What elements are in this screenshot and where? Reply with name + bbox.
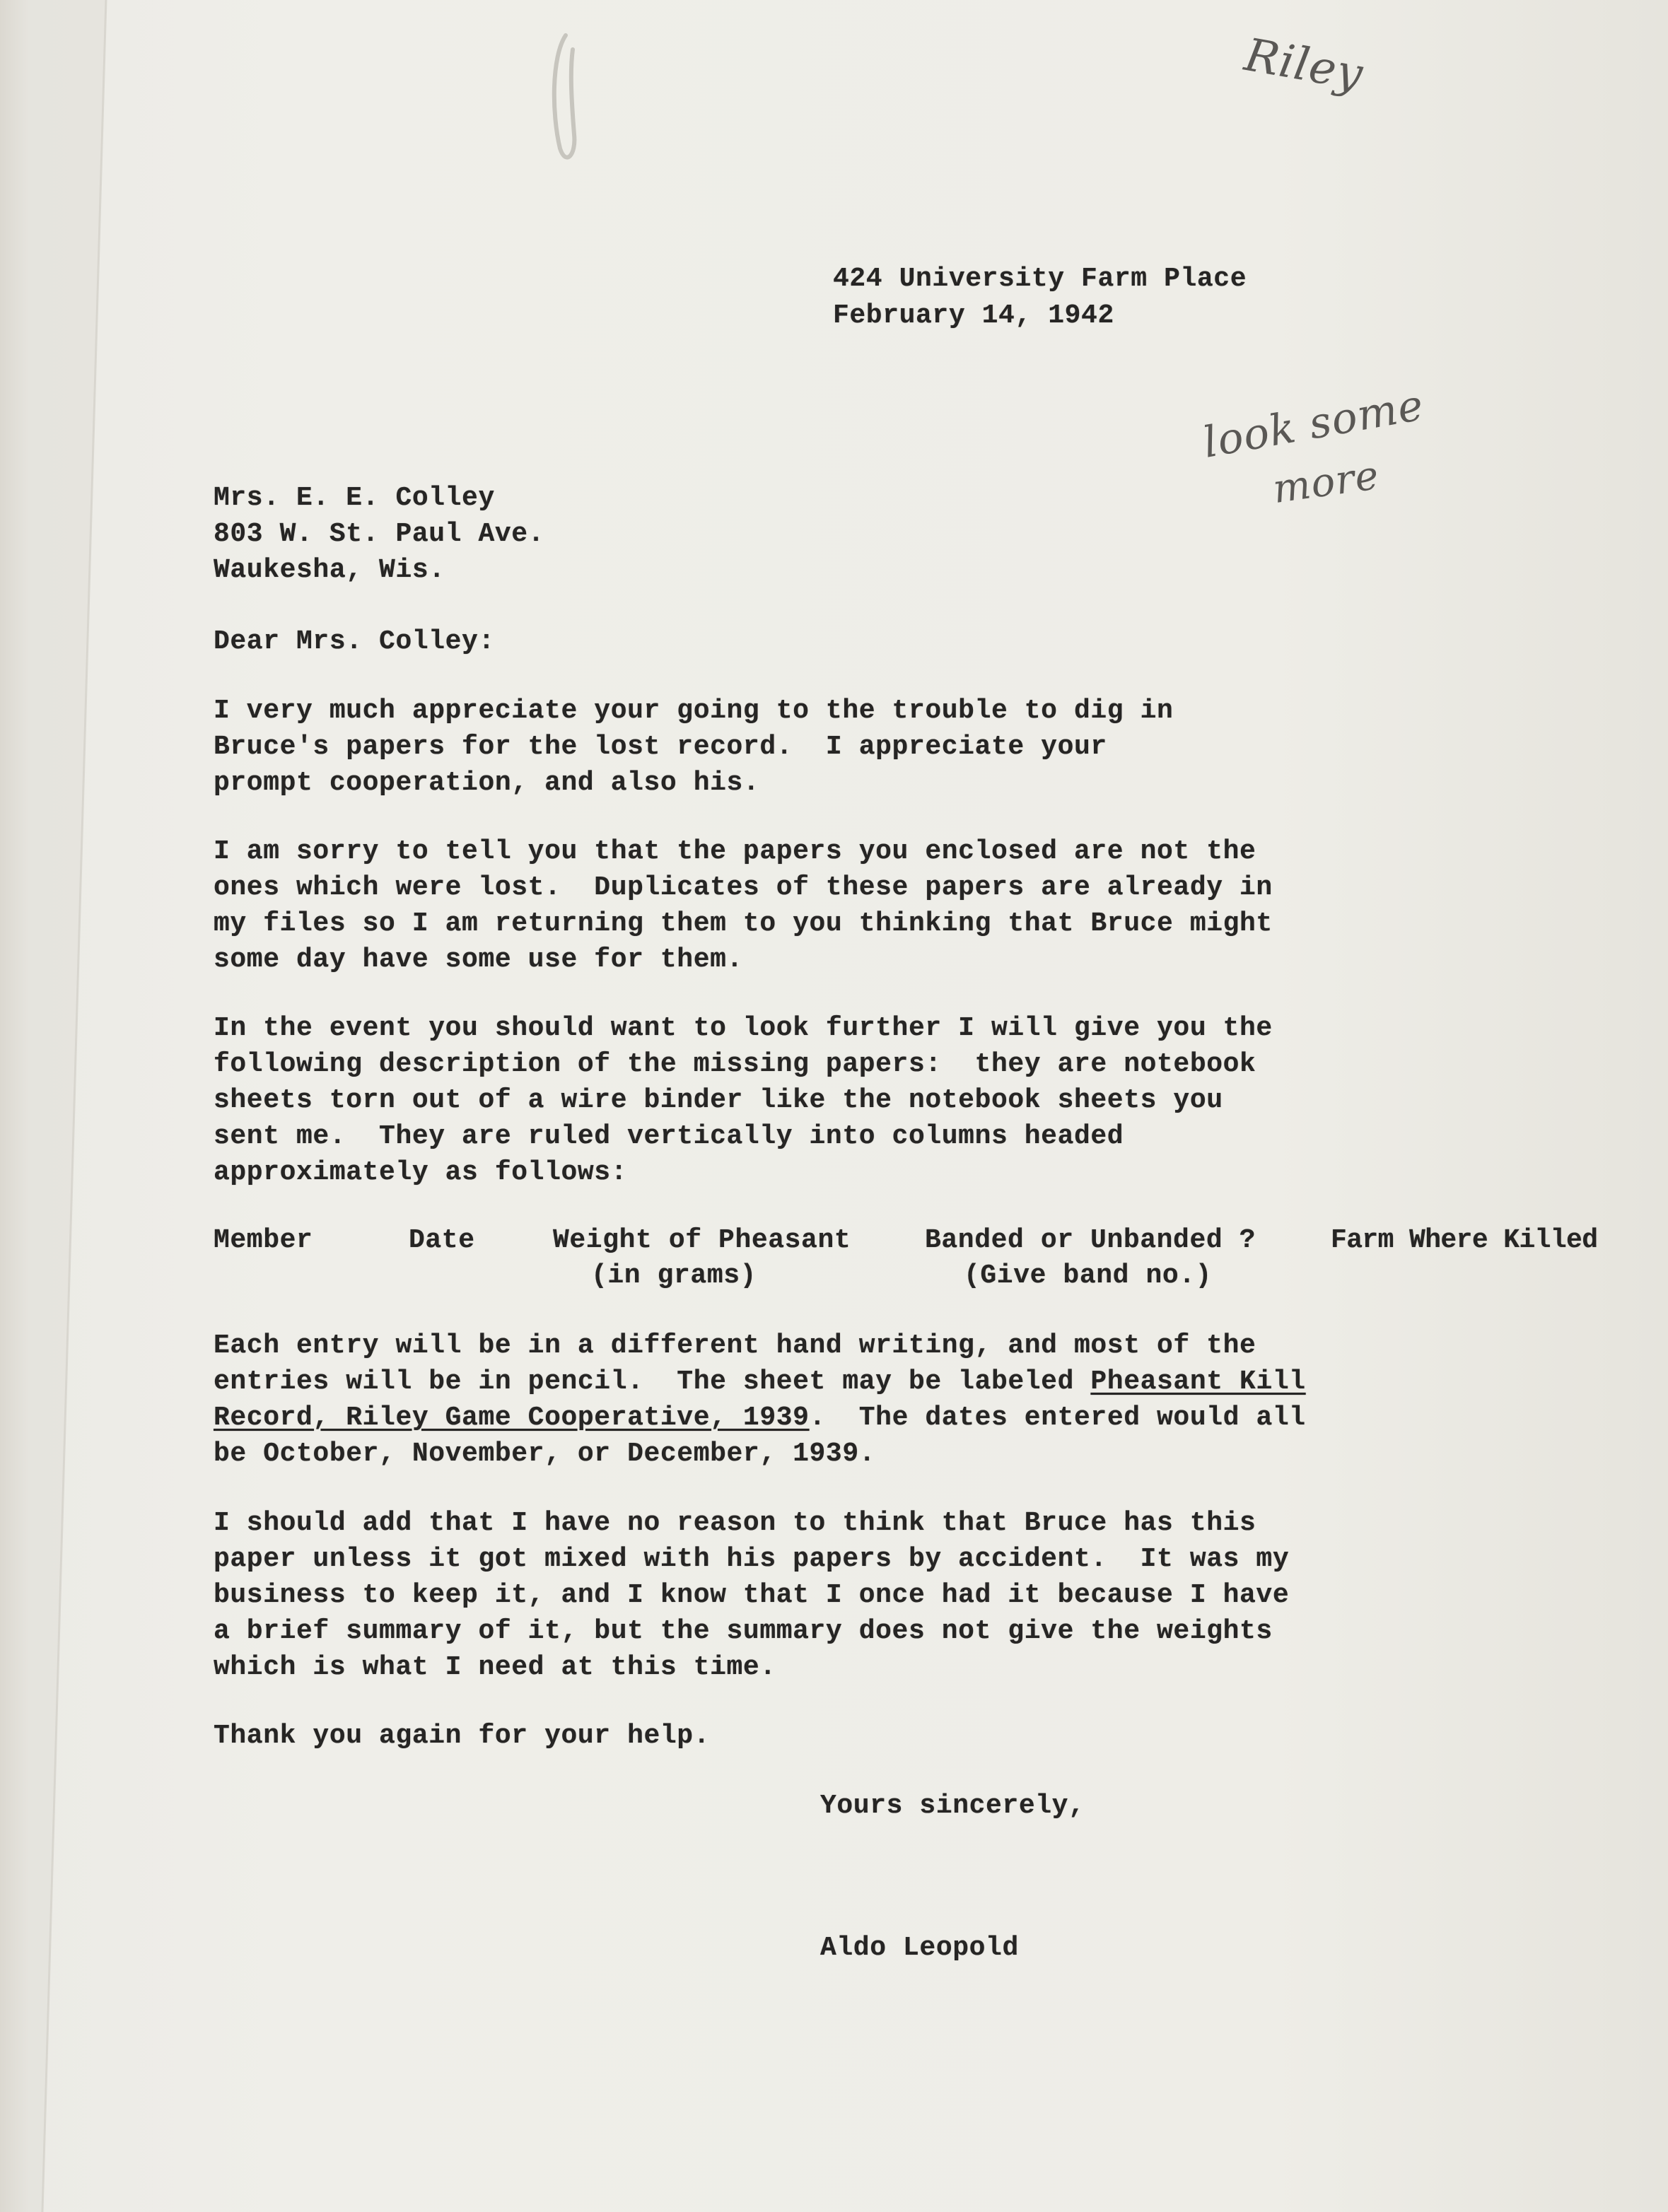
handwritten-riley: Riley bbox=[1240, 28, 1367, 102]
column-weight: Weight of Pheasant bbox=[553, 1225, 851, 1256]
paragraph3-line2: following description of the missing papers: they are notebook bbox=[214, 1049, 1256, 1079]
column-banded: Banded or Unbanded ? bbox=[925, 1225, 1256, 1256]
signature-name: Aldo Leopold bbox=[820, 1933, 1019, 1963]
recipient-street: 803 W. St. Paul Ave. bbox=[214, 519, 545, 549]
paragraph3-line4: sent me. They are ruled vertically into columns headed bbox=[214, 1121, 1124, 1152]
paragraph1-line1: I very much appreciate your going to the trouble to dig in bbox=[214, 696, 1174, 726]
paragraph4-line3 bbox=[214, 1400, 1306, 1436]
paragraph4-line2 bbox=[214, 1364, 1306, 1400]
column-weight-sub: (in grams) bbox=[591, 1260, 757, 1291]
paragraph5-line3: business to keep it, and I know that I once had it because I have bbox=[214, 1580, 1290, 1610]
letter-date: February 14, 1942 bbox=[833, 300, 1114, 331]
paragraph2-line4: some day have some use for them. bbox=[214, 944, 743, 975]
paragraph3-line3: sheets torn out of a wire binder like the notebook sheets you bbox=[214, 1085, 1223, 1116]
handwritten-note-line2: more bbox=[1270, 452, 1382, 513]
paragraph5-line1: I should add that I have no reason to think that Bruce has this bbox=[214, 1508, 1256, 1538]
sender-address: 424 University Farm Place bbox=[833, 264, 1247, 294]
paragraph5-line2: paper unless it got mixed with his papers by accident. It was my bbox=[214, 1544, 1290, 1574]
handwritten-note-line1: look some bbox=[1199, 380, 1428, 468]
paperclip-mark bbox=[544, 28, 587, 170]
paragraph4-line3-text: . The dates entered would all bbox=[809, 1403, 1306, 1433]
salutation: Dear Mrs. Colley: bbox=[214, 626, 495, 657]
closing: Yours sincerely, bbox=[820, 1791, 1085, 1821]
paragraph2-line1: I am sorry to tell you that the papers you enclosed are not the bbox=[214, 836, 1256, 867]
paragraph4-line1: Each entry will be in a different hand writing, and most of the bbox=[214, 1330, 1256, 1361]
paragraph4-line4: be October, November, or December, 1939. bbox=[214, 1439, 876, 1469]
recipient-name: Mrs. E. E. Colley bbox=[214, 483, 495, 513]
thanks-line: Thank you again for your help. bbox=[214, 1721, 711, 1751]
paragraph5-line5: which is what I need at this time. bbox=[214, 1652, 776, 1683]
sheet-label-part2: Record, Riley Game Cooperative, 1939 bbox=[214, 1403, 810, 1433]
column-farm: Farm Where Killed bbox=[1331, 1225, 1598, 1256]
column-date: Date bbox=[409, 1225, 475, 1256]
recipient-city: Waukesha, Wis. bbox=[214, 555, 445, 585]
paragraph1-line3: prompt cooperation, and also his. bbox=[214, 768, 760, 798]
column-member: Member bbox=[214, 1225, 313, 1256]
paragraph1-line2: Bruce's papers for the lost record. I appreciate your bbox=[214, 732, 1107, 762]
column-banded-sub: (Give band no.) bbox=[964, 1260, 1213, 1291]
paragraph3-line1: In the event you should want to look further I will give you the bbox=[214, 1013, 1273, 1043]
paragraph3-line5: approximately as follows: bbox=[214, 1157, 628, 1188]
sheet-label-part1: Pheasant Kill bbox=[1090, 1367, 1306, 1397]
paragraph2-line3: my files so I am returning them to you thinking that Bruce might bbox=[214, 908, 1273, 939]
paragraph4-line2-text: entries will be in pencil. The sheet may be labeled bbox=[214, 1367, 1091, 1397]
paragraph2-line2: ones which were lost. Duplicates of these papers are already in bbox=[214, 872, 1273, 903]
paragraph5-line4: a brief summary of it, but the summary does not give the weights bbox=[214, 1616, 1273, 1646]
